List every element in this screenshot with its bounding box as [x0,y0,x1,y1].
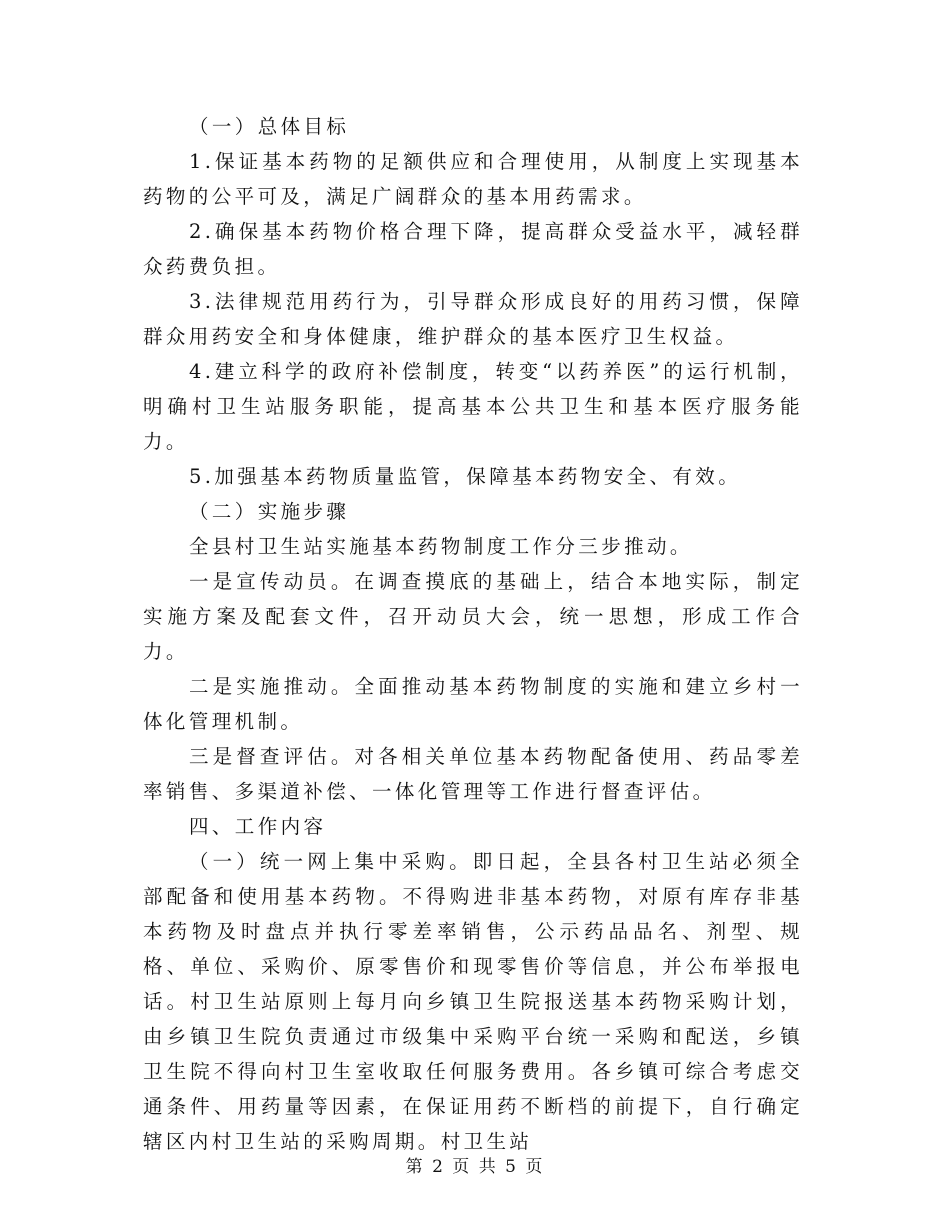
paragraph-step-1: 一是宣传动员。在调查摸底的基础上，结合本地实际，制定实施方案及配套文件，召开动员大会，统一思想，形成工作合力。 [143,570,803,663]
paragraph-step-3: 三是督查评估。对各相关单位基本药物配备使用、药品零差率销售、多渠道补偿、一体化管理等工作进行督查评估。 [143,745,803,803]
paragraph-goal-2: 2.确保基本药物价格合理下降，提高群众受益水平，减轻群众药费负担。 [143,220,803,278]
section-heading-implementation-steps: （二）实施步骤 [189,500,350,523]
paragraph-goal-1: 1.保证基本药物的足额供应和合理使用，从制度上实现基本药物的公平可及，满足广阔群众的基本用药需求。 [143,150,803,208]
paragraph-goal-4: 4.建立科学的政府补偿制度，转变“以药养医”的运行机制，明确村卫生站服务职能，提高基本公共卫生和基本医疗服务能力。 [143,360,803,453]
page-number-footer: 第 2 页 共 5 页 [405,1157,545,1177]
section-heading-work-content: 四、工作内容 [189,815,327,838]
section-heading-overall-goals: （一）总体目标 [189,115,350,138]
document-body [143,109,803,1159]
paragraph-centralized-procurement: （一）统一网上集中采购。即日起，全县各村卫生站必须全部配备和使用基本药物。不得购进非基本药物，对原有库存非基本药物及时盘点并执行零差率销售，公示药品品名、剂型、规格、单位、采购价、原零售价和现零售价等信息，并公布举报电话。村卫生站原则上每月向乡镇卫生院报送基本药物采购计划，由乡镇卫生院负责通过市级集中采购平台统一采购和配送，乡镇卫生院不得向村卫生室收取任何服务费用。各乡镇可综合考虑交通条件、用药量等因素，在保证用药不断档的前提下，自行确定辖区内村卫生站的采购周期。村卫生站 [143,850,803,1153]
paragraph-step-2: 二是实施推动。全面推动基本药物制度的实施和建立乡村一体化管理机制。 [143,675,803,733]
paragraph-steps-intro: 全县村卫生站实施基本药物制度工作分三步推动。 [189,535,693,558]
paragraph-goal-3: 3.法律规范用药行为，引导群众形成良好的用药习惯，保障群众用药安全和身体健康，维护群众的基本医疗卫生权益。 [143,290,803,348]
paragraph-goal-5: 5.加强基本药物质量监管，保障基本药物安全、有效。 [189,465,742,488]
